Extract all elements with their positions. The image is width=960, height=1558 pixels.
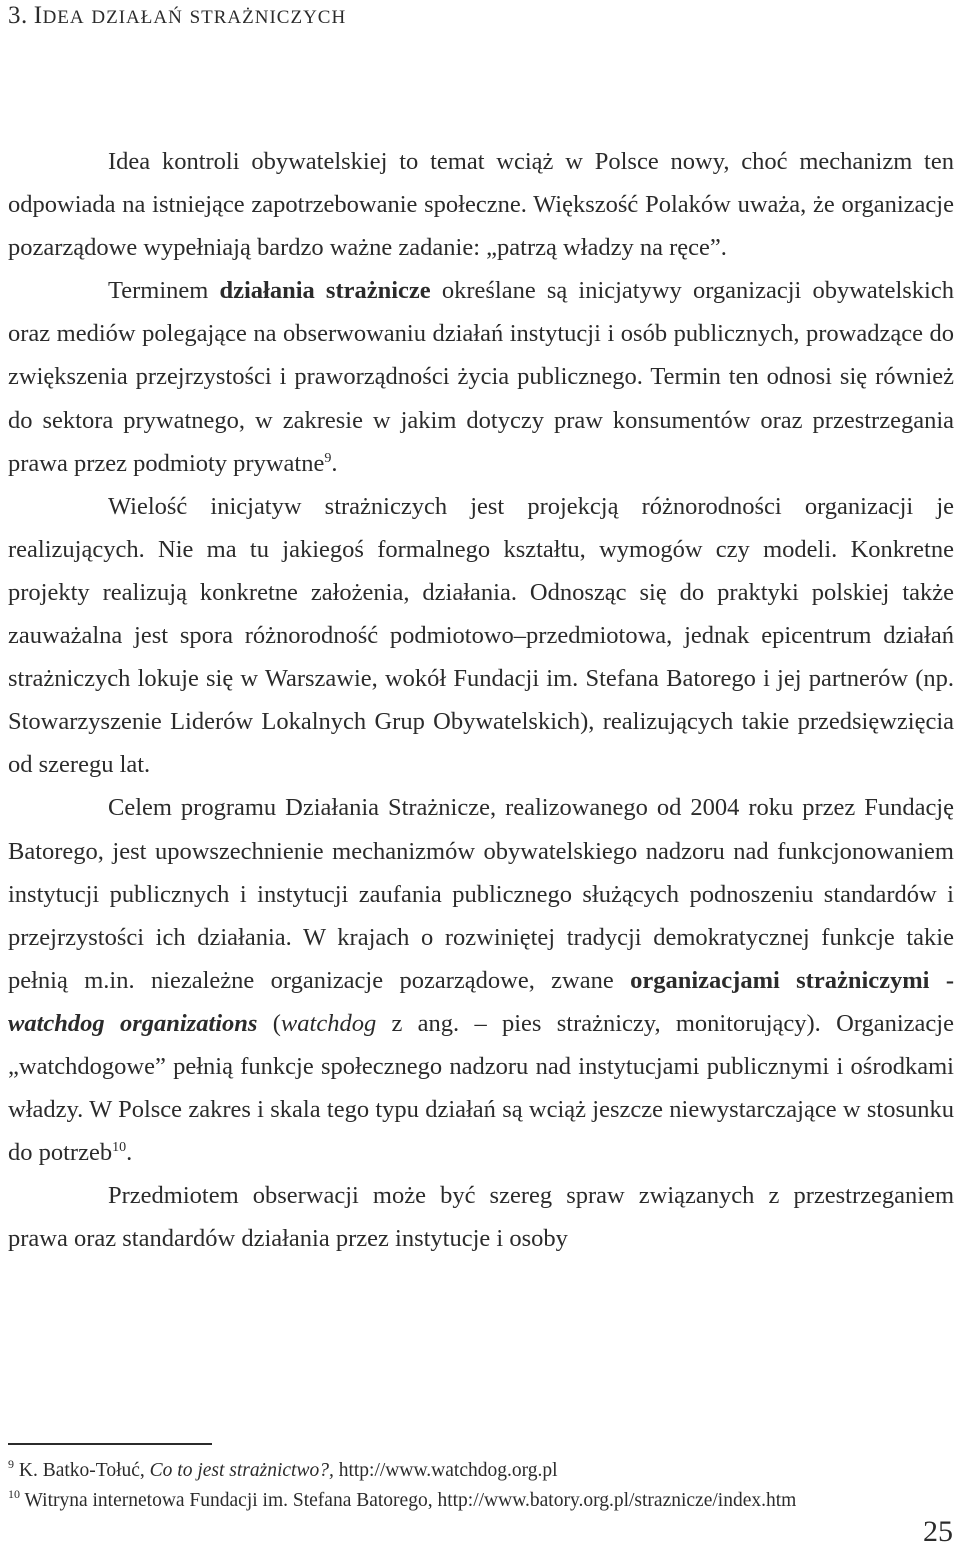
footnote-text: Witryna internetowa Fundacji im. Stefana Batorego, http://www.batory.org.pl/straznicze/index.htm bbox=[20, 1490, 797, 1511]
heading-word-2: DZIAŁAŃ bbox=[91, 7, 183, 28]
footnote-divider bbox=[8, 1443, 212, 1445]
paragraph-3: Wielość inicjatyw strażniczych jest projekcją różnorodności organizacji je realizujących. Nie ma tu jakiegoś formalnego kształtu, wymogów czy modeli. Konkretne projekty realizują konkretne założenia, działania. Odnosząc się do praktyki polskiej także zauważalna jest spora różnorodność podmiotowo–przedmiotowa, jednak epicentrum działań strażniczych lokuje się w Warszawie, wokół Fundacji im. Stefana Batorego i jej partnerów (np. Stowarzyszenie Liderów Lokalnych Grup Obywatelskich), realizujących takie przedsięwzięcia od szeregu lat. bbox=[8, 492, 954, 779]
footnote-ref-10: 10 bbox=[112, 1140, 127, 1156]
page-number: 25 bbox=[923, 1515, 953, 1548]
p2-start: Terminem bbox=[108, 277, 220, 305]
footnote-url: http://www.watchdog.org.pl bbox=[333, 1460, 558, 1481]
section-number: 3. bbox=[8, 2, 28, 29]
footnote-mark: 9 bbox=[8, 1457, 14, 1471]
footnote-author: K. Batko-Tołuć, bbox=[14, 1460, 150, 1481]
paragraph-2 bbox=[8, 269, 954, 484]
paragraph-5: Przedmiotem obserwacji może być szereg spraw związanych z przestrzeganiem prawa oraz standardów działania przez instytucje i osoby bbox=[8, 1182, 954, 1253]
p4-bold-italic-term: watchdog organizations bbox=[8, 1009, 258, 1037]
heading-word-3: STRAŻNICZYCH bbox=[189, 7, 347, 28]
p4-mid: z ang. – pies strażniczy, monitorujący). Organizacje „watchdogowe” pełnią funkcje społecznego nadzoru nad instytucjami publicznymi i ośrodkami władzy. W Polsce zakres i skala tego typu działań są wciąż jeszcze niewystarczające w stosunku do potrzeb bbox=[8, 1009, 954, 1167]
body-text bbox=[8, 140, 954, 1260]
footnote-10 bbox=[8, 1486, 954, 1516]
p4-open: ( bbox=[257, 1009, 281, 1037]
footnote-mark: 10 bbox=[8, 1487, 20, 1501]
p2-mid: określane są inicjatywy organizacji obywatelskich oraz mediów polegające na obserwowaniu działań instytucji i osób publicznych, prowadzące do zwiększenia przejrzystości i praworządności życia publicznego. Termin ten odnosi się również do sektora prywatnego, w zakresie w jakim dotyczy praw konsumentów oraz przestrzegania prawa przez podmioty prywatne bbox=[8, 277, 954, 477]
p2-end: . bbox=[331, 449, 338, 477]
p4-italic-term: watchdog bbox=[280, 1009, 377, 1037]
footnotes bbox=[8, 1456, 954, 1516]
paragraph-4 bbox=[8, 786, 954, 1174]
p2-bold-term: działania strażnicze bbox=[219, 277, 431, 305]
p4-bold-term: organizacjami strażniczymi - bbox=[630, 966, 955, 994]
footnote-title: Co to jest strażnictwo?, bbox=[149, 1460, 334, 1481]
heading-initial: I bbox=[33, 2, 43, 29]
section-heading bbox=[8, 2, 346, 30]
paragraph-1: Idea kontroli obywatelskiej to temat wciąż w Polsce nowy, choć mechanizm ten odpowiada na istniejące zapotrzebowanie społeczne. Większość Polaków uważa, że organizacje pozarządowe wypełniają bardzo ważne zadanie: „patrzą władzy na ręce”. bbox=[8, 148, 954, 262]
footnote-ref-9: 9 bbox=[324, 450, 332, 466]
heading-word-1-rest: DEA bbox=[42, 7, 85, 28]
footnote-9 bbox=[8, 1456, 954, 1486]
p4-start: Celem programu Działania Strażnicze, realizowanego od 2004 roku przez Fundację Batorego, jest upowszechnienie mechanizmów obywatelskiego nadzoru nad funkcjonowaniem instytucji publicznych i instytucji zaufania publicznego służących podnoszeniu standardów i przejrzystości ich działania. W krajach o rozwiniętej tradycji demokratycznej funkcje takie pełnią m.in. niezależne organizacje pozarządowe, zwane bbox=[8, 794, 954, 994]
p4-end: . bbox=[126, 1139, 133, 1167]
